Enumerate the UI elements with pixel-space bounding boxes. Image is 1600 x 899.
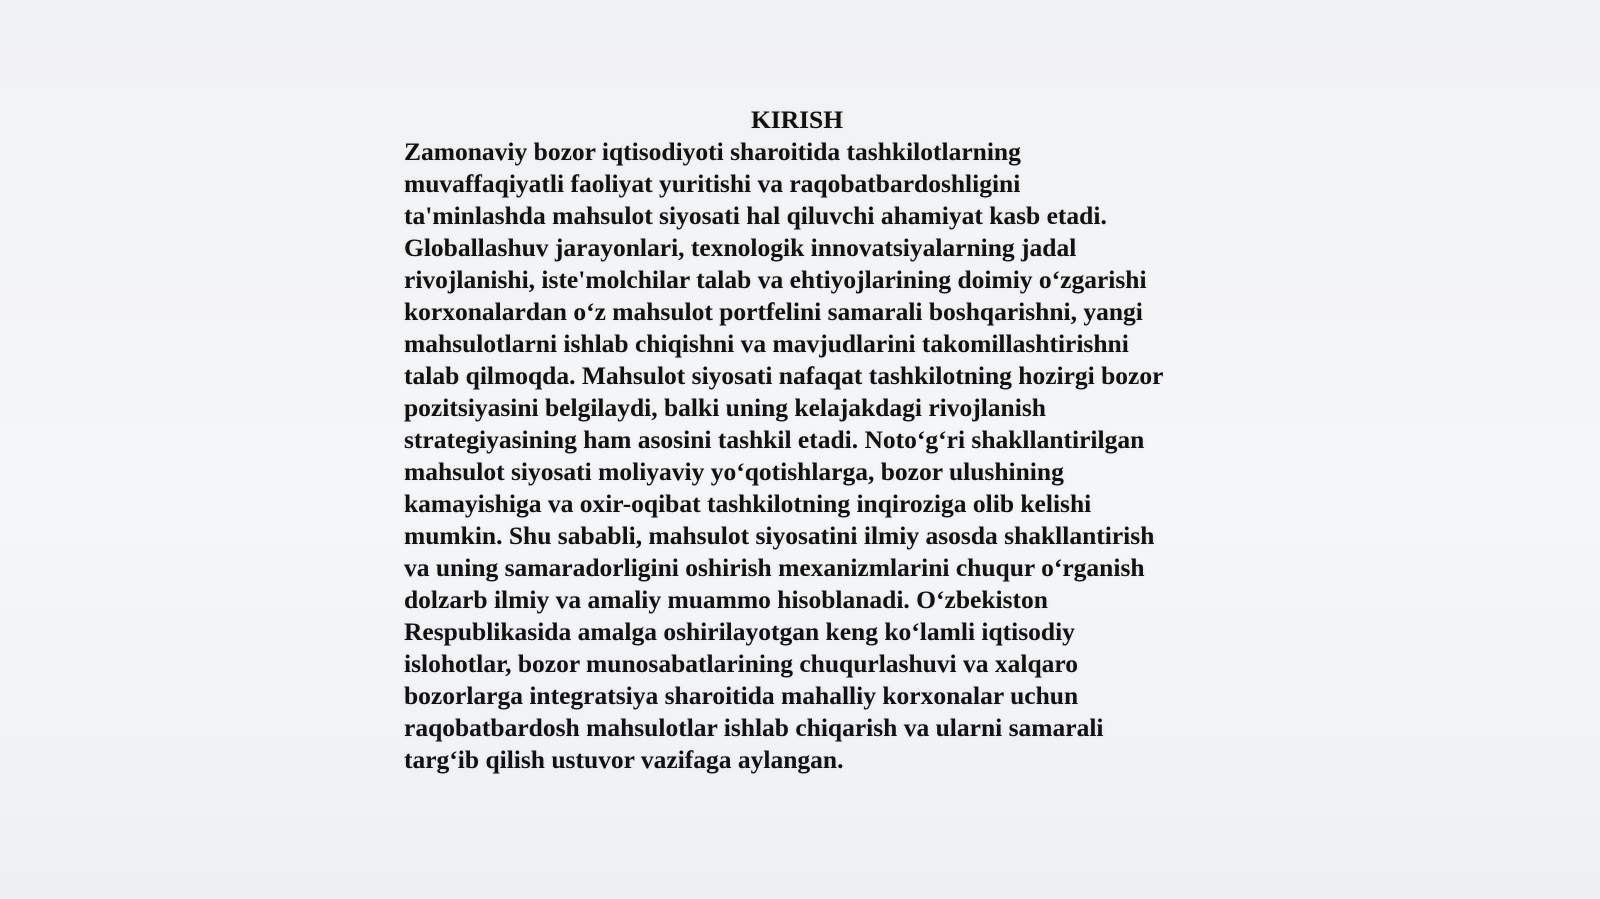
document-title: KIRISH <box>750 105 844 134</box>
paragraph-line: ta'minlashda mahsulot siyosati hal qiluvchi ahamiyat kasb etadi. <box>404 201 1107 230</box>
paragraph-line: muvaffaqiyatli faoliyat yuritishi va raqobatbardoshligini <box>404 169 1021 198</box>
paragraph-line: pozitsiyasini belgilaydi, balki uning kelajakdagi rivojlanish <box>404 393 1046 422</box>
paragraph-line: strategiyasining ham asosini tashkil etadi. Notoʻgʻri shakllantirilgan <box>404 425 1145 454</box>
paragraph-line: korxonalardan oʻz mahsulot portfelini samarali boshqarishni, yangi <box>404 297 1143 326</box>
paragraph-line: talab qilmoqda. Mahsulot siyosati nafaqat tashkilotning hozirgi bozor <box>404 361 1164 390</box>
paragraph-line: targʻib qilish ustuvor vazifaga aylangan. <box>404 745 844 774</box>
paragraph-line: kamayishiga va oxir-oqibat tashkilotning inqiroziga olib kelishi <box>404 489 1092 518</box>
document-text-block <box>404 104 1204 776</box>
paragraph-line: Respublikasida amalga oshirilayotgan keng koʻlamli iqtisodiy <box>404 617 1075 646</box>
paragraph-line: mahsulot siyosati moliyaviy yoʻqotishlarga, bozor ulushining <box>404 457 1064 486</box>
paragraph-line: dolzarb ilmiy va amaliy muammo hisoblanadi. Oʻzbekiston <box>404 585 1048 614</box>
paragraph-line: islohotlar, bozor munosabatlarining chuqurlashuvi va xalqaro <box>404 649 1079 678</box>
paragraph-line: raqobatbardosh mahsulotlar ishlab chiqarish va ularni samarali <box>404 713 1104 742</box>
paragraph-line: mumkin. Shu sababli, mahsulot siyosatini ilmiy asosda shakllantirish <box>404 521 1155 550</box>
paragraph-line: va uning samaradorligini oshirish mexanizmlarini chuqur oʻrganish <box>404 553 1145 582</box>
document-paragraph <box>404 136 1204 776</box>
paragraph-line: bozorlarga integratsiya sharoitida mahalliy korxonalar uchun <box>404 681 1079 710</box>
paragraph-line: Globallashuv jarayonlari, texnologik innovatsiyalarning jadal <box>404 233 1077 262</box>
paragraph-line: Zamonaviy bozor iqtisodiyoti sharoitida tashkilotlarning <box>404 137 1021 166</box>
paragraph-line: rivojlanishi, iste'molchilar talab va ehtiyojlarining doimiy oʻzgarishi <box>404 265 1147 294</box>
paragraph-line: mahsulotlarni ishlab chiqishni va mavjudlarini takomillashtirishni <box>404 329 1129 358</box>
